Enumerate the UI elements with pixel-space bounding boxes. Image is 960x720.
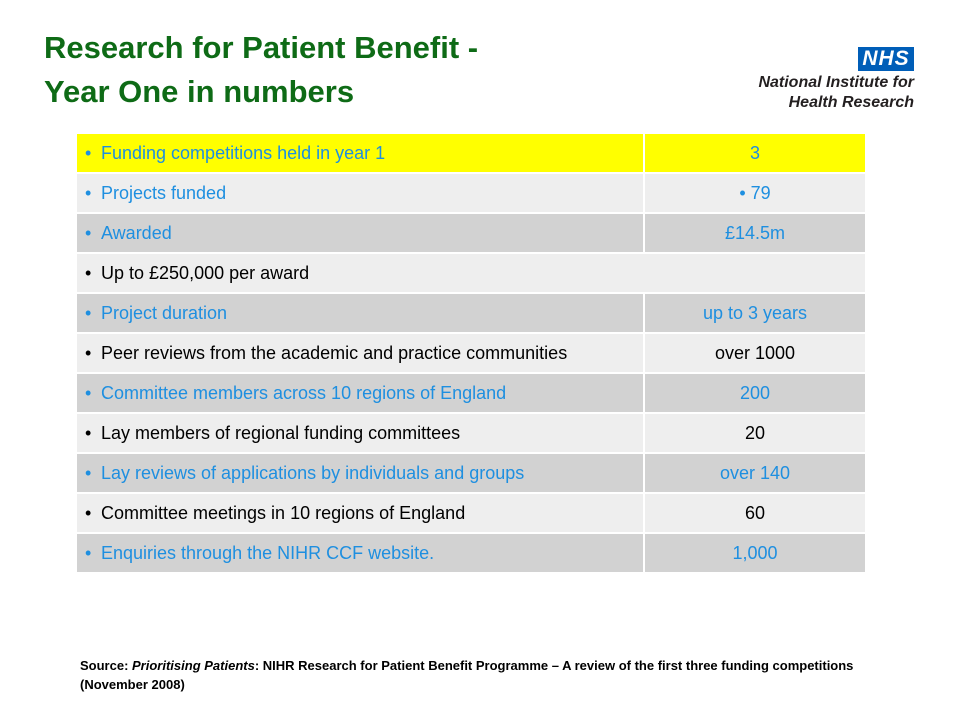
table-row xyxy=(76,373,866,413)
row-value: £14.5m xyxy=(644,213,866,253)
row-value: up to 3 years xyxy=(644,293,866,333)
table-row xyxy=(76,173,866,213)
row-label: • Projects funded xyxy=(76,173,644,213)
source-citation: Source: Prioritising Patients: NIHR Research for Patient Benefit Programme – A review of the first three funding competitions (November 2008) xyxy=(80,658,854,692)
row-label: • Enquiries through the NIHR CCF website. xyxy=(76,533,644,573)
row-label: • Committee members across 10 regions of England xyxy=(76,373,644,413)
row-label: • Lay members of regional funding committees xyxy=(76,413,644,453)
table-row xyxy=(76,293,866,333)
bullet-icon: • xyxy=(85,503,92,523)
bullet-icon: • xyxy=(85,303,92,323)
table-row xyxy=(76,413,866,453)
table-row xyxy=(76,133,866,173)
table-row xyxy=(76,213,866,253)
nhs-badge: NHS xyxy=(858,47,914,71)
row-value: over 140 xyxy=(644,453,866,493)
row-value: 200 xyxy=(644,373,866,413)
bullet-icon: • xyxy=(85,263,92,283)
bullet-icon: • xyxy=(85,383,92,403)
row-label: • Up to £250,000 per award xyxy=(76,253,866,293)
bullet-icon: • xyxy=(85,423,92,443)
row-value: 20 xyxy=(644,413,866,453)
row-value: • 79 xyxy=(644,173,866,213)
row-value: 1,000 xyxy=(644,533,866,573)
bullet-icon: • xyxy=(85,543,92,563)
table-row xyxy=(76,533,866,573)
row-value: over 1000 xyxy=(644,333,866,373)
table-row xyxy=(76,333,866,373)
table-row xyxy=(76,253,866,293)
table-row xyxy=(76,453,866,493)
bullet-icon: • xyxy=(85,343,92,363)
year-one-numbers-table xyxy=(75,132,867,574)
slide-title-line-2: Year One in numbers xyxy=(44,74,355,109)
org-name-line-2: Health Research xyxy=(788,94,914,111)
bullet-icon: • xyxy=(85,223,92,243)
bullet-icon: • xyxy=(85,143,92,163)
row-value: 60 xyxy=(644,493,866,533)
nihr-logo xyxy=(738,47,914,113)
source-title: Prioritising Patients xyxy=(132,658,255,673)
row-label: • Awarded xyxy=(76,213,644,253)
table-row xyxy=(76,493,866,533)
bullet-icon: • xyxy=(85,183,92,203)
row-label: • Project duration xyxy=(76,293,644,333)
row-label: • Lay reviews of applications by individuals and groups xyxy=(76,453,644,493)
row-label: • Peer reviews from the academic and practice communities xyxy=(76,333,644,373)
row-label: • Committee meetings in 10 regions of England xyxy=(76,493,644,533)
row-label: • Funding competitions held in year 1 xyxy=(76,133,644,173)
slide-title xyxy=(44,26,478,114)
org-name xyxy=(758,73,914,113)
org-name-line-1: National Institute for xyxy=(758,74,914,91)
row-value: 3 xyxy=(644,133,866,173)
bullet-icon: • xyxy=(85,463,92,483)
slide-title-line-1: Research for Patient Benefit - xyxy=(44,30,479,65)
